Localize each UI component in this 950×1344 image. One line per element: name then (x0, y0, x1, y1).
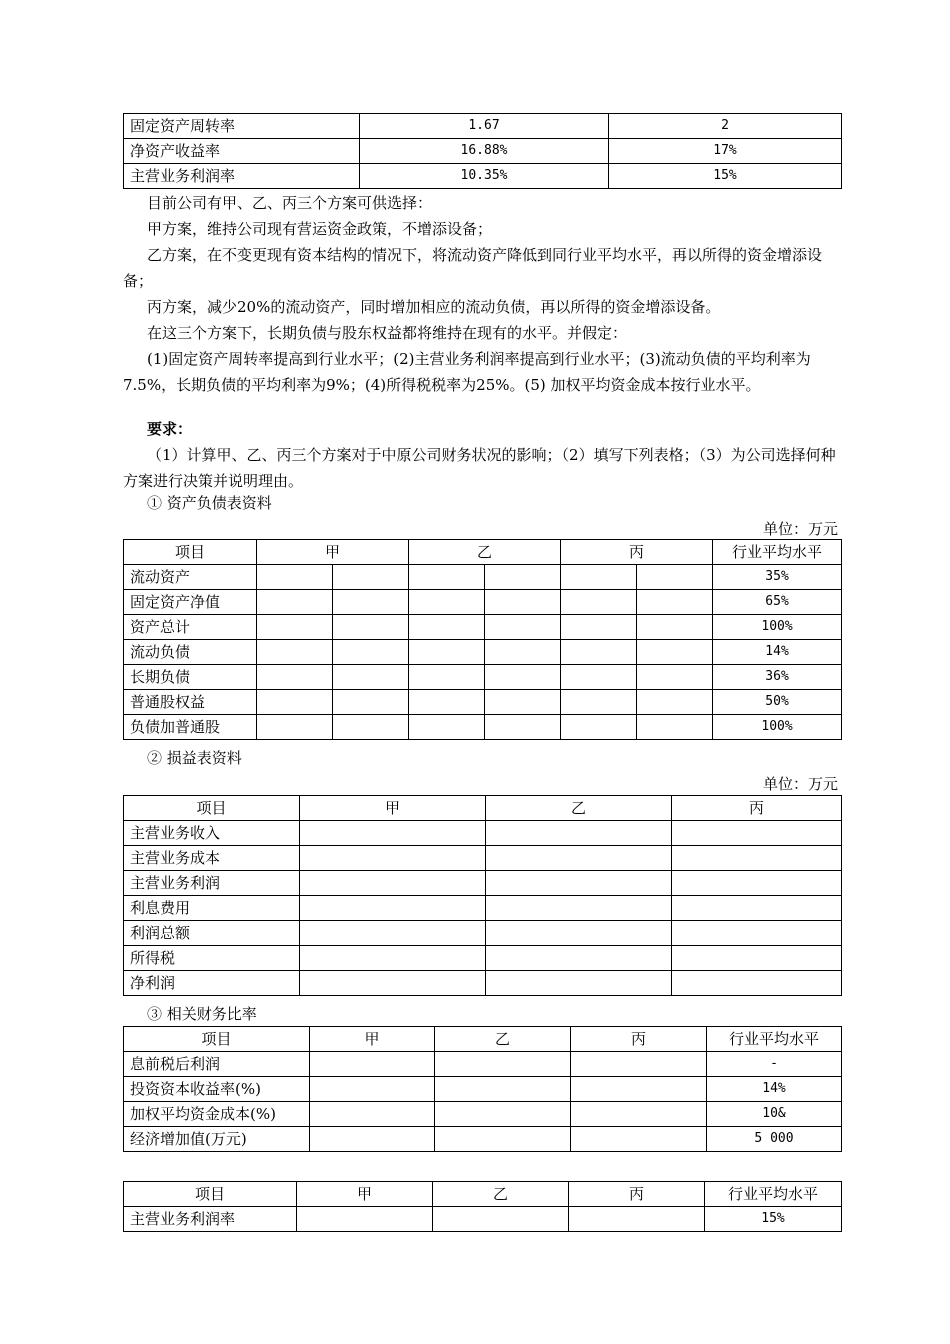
row-label: 主营业务利润率 (124, 164, 360, 189)
top-ratio-table (123, 113, 842, 189)
cell[interactable] (561, 615, 637, 640)
industry-value: 10& (707, 1102, 842, 1127)
cell[interactable] (257, 640, 333, 665)
cell[interactable] (486, 946, 672, 971)
cell[interactable] (409, 690, 485, 715)
table-row (124, 896, 842, 921)
balance-sheet-table (123, 539, 842, 740)
row-label: 主营业务利润 (124, 871, 300, 896)
table-row (124, 846, 842, 871)
header-plan-a: 甲 (310, 1027, 435, 1052)
row-label: 投资资本收益率(%) (124, 1077, 310, 1102)
row-label: 净利润 (124, 971, 300, 996)
cell[interactable] (637, 690, 713, 715)
row-label: 固定资产周转率 (124, 114, 360, 139)
paragraph-assumption: 在这三个方案下，长期负债与股东权益都将维持在现有的水平。并假定： (147, 324, 628, 342)
cell[interactable] (486, 896, 672, 921)
paragraph-conditions: (1)固定资产周转率提高到行业水平；(2)主营业务利润率提高到行业水平；(3)流动负债的平均利率为7.5%，长期负债的平均利率为9%；(4)所得税税率为25%。(5) 加权平均资金成本按行业水平。 (123, 350, 811, 394)
cell[interactable] (672, 871, 842, 896)
cell[interactable] (300, 896, 486, 921)
industry-value: 100% (713, 715, 842, 740)
section1-title: ① 资产负债表资料 (147, 494, 272, 512)
row-label: 流动负债 (124, 640, 257, 665)
cell[interactable] (333, 690, 409, 715)
industry-value: 5 000 (707, 1127, 842, 1152)
cell[interactable] (637, 565, 713, 590)
cell[interactable] (672, 846, 842, 871)
cell[interactable] (486, 971, 672, 996)
table-header-row (124, 796, 842, 821)
cell[interactable] (561, 665, 637, 690)
cell[interactable] (300, 821, 486, 846)
row-label: 主营业务利润率 (124, 1207, 297, 1232)
table-row (124, 665, 842, 690)
table-row (124, 114, 842, 139)
cell[interactable] (310, 1102, 435, 1127)
row-label: 加权平均资金成本(%) (124, 1102, 310, 1127)
header-plan-c: 丙 (561, 540, 713, 565)
cell[interactable] (672, 971, 842, 996)
current-value: 1.67 (360, 114, 609, 139)
industry-value: 14% (707, 1077, 842, 1102)
cell[interactable] (435, 1077, 571, 1102)
cell[interactable] (637, 590, 713, 615)
cell[interactable] (672, 821, 842, 846)
table-row (124, 615, 842, 640)
cell[interactable] (637, 665, 713, 690)
table-row (124, 1207, 842, 1232)
profit-margin-table (123, 1181, 842, 1232)
table-row (124, 164, 842, 189)
header-industry: 行业平均水平 (713, 540, 842, 565)
cell[interactable] (561, 590, 637, 615)
cell[interactable] (409, 615, 485, 640)
paragraph-plan-c: 丙方案，减少20%的流动资产，同时增加相应的流动负债，再以所得的资金增添设备。 (147, 298, 721, 316)
cell[interactable] (297, 1207, 433, 1232)
financial-ratio-table (123, 1026, 842, 1152)
cell[interactable] (486, 921, 672, 946)
industry-value: 35% (713, 565, 842, 590)
income-statement-table (123, 795, 842, 996)
cell[interactable] (485, 690, 561, 715)
table-row (124, 946, 842, 971)
table-row (124, 1127, 842, 1152)
cell[interactable] (333, 665, 409, 690)
industry-value: 50% (713, 690, 842, 715)
cell[interactable] (571, 1077, 707, 1102)
header-industry: 行业平均水平 (707, 1027, 842, 1052)
cell[interactable] (571, 1127, 707, 1152)
current-value: 16.88% (360, 139, 609, 164)
cell[interactable] (561, 690, 637, 715)
cell[interactable] (300, 971, 486, 996)
section2-title: ② 损益表资料 (147, 749, 242, 767)
header-plan-c: 丙 (569, 1182, 705, 1207)
header-plan-a: 甲 (300, 796, 486, 821)
cell[interactable] (485, 665, 561, 690)
header-plan-c: 丙 (672, 796, 842, 821)
cell[interactable] (333, 590, 409, 615)
row-label: 流动资产 (124, 565, 257, 590)
cell[interactable] (561, 715, 637, 740)
cell[interactable] (409, 640, 485, 665)
cell[interactable] (561, 565, 637, 590)
header-plan-b: 乙 (433, 1182, 569, 1207)
table-header-row (124, 1027, 842, 1052)
cell[interactable] (637, 640, 713, 665)
table-header-row (124, 1182, 842, 1207)
header-item: 项目 (124, 1027, 310, 1052)
table-row (124, 1102, 842, 1127)
cell[interactable] (310, 1127, 435, 1152)
paragraph-plan-a: 甲方案，维持公司现有营运资金政策，不增添设备； (147, 220, 493, 238)
cell[interactable] (571, 1052, 707, 1077)
cell[interactable] (257, 565, 333, 590)
requirements-body: （1）计算甲、乙、丙三个方案对于中原公司财务状况的影响；（2）填写下列表格；（3）为公司选择何种方案进行决策并说明理由。 (123, 446, 836, 490)
paragraph-options: 目前公司有甲、乙、丙三个方案可供选择： (147, 194, 433, 212)
industry-value: 15% (705, 1207, 842, 1232)
row-label: 利息费用 (124, 896, 300, 921)
header-industry: 行业平均水平 (705, 1182, 842, 1207)
row-label: 长期负债 (124, 665, 257, 690)
cell[interactable] (571, 1102, 707, 1127)
cell[interactable] (435, 1102, 571, 1127)
cell[interactable] (257, 715, 333, 740)
cell[interactable] (637, 715, 713, 740)
table-row (124, 590, 842, 615)
table-row (124, 1052, 842, 1077)
section3-title: ③ 相关财务比率 (147, 1005, 257, 1023)
table-row (124, 1077, 842, 1102)
cell[interactable] (409, 565, 485, 590)
industry-value: 36% (713, 665, 842, 690)
cell[interactable] (257, 690, 333, 715)
cell[interactable] (300, 946, 486, 971)
table-row (124, 715, 842, 740)
cell[interactable] (333, 615, 409, 640)
cell[interactable] (672, 896, 842, 921)
row-label: 普通股权益 (124, 690, 257, 715)
cell[interactable] (672, 946, 842, 971)
table-row (124, 971, 842, 996)
requirements-title: 要求： (147, 420, 193, 438)
current-value: 10.35% (360, 164, 609, 189)
industry-value: 15% (609, 164, 842, 189)
table-row (124, 821, 842, 846)
cell[interactable] (333, 565, 409, 590)
cell[interactable] (257, 665, 333, 690)
cell[interactable] (485, 615, 561, 640)
table-row (124, 640, 842, 665)
section2-unit: 单位：万元 (762, 775, 838, 793)
table-row (124, 871, 842, 896)
cell[interactable] (300, 846, 486, 871)
table-row (124, 139, 842, 164)
cell[interactable] (561, 640, 637, 665)
row-label: 息前税后利润 (124, 1052, 310, 1077)
row-label: 利润总额 (124, 921, 300, 946)
cell[interactable] (257, 615, 333, 640)
cell[interactable] (486, 871, 672, 896)
row-label: 净资产收益率 (124, 139, 360, 164)
industry-value: 17% (609, 139, 842, 164)
cell[interactable] (409, 665, 485, 690)
header-plan-b: 乙 (486, 796, 672, 821)
cell[interactable] (310, 1052, 435, 1077)
cell[interactable] (333, 715, 409, 740)
table-row (124, 565, 842, 590)
cell[interactable] (433, 1207, 569, 1232)
cell[interactable] (300, 871, 486, 896)
cell[interactable] (672, 921, 842, 946)
cell[interactable] (409, 715, 485, 740)
table-row (124, 921, 842, 946)
row-label: 负债加普通股 (124, 715, 257, 740)
header-plan-a: 甲 (297, 1182, 433, 1207)
cell[interactable] (569, 1207, 705, 1232)
cell[interactable] (485, 590, 561, 615)
cell[interactable] (333, 640, 409, 665)
cell[interactable] (637, 615, 713, 640)
cell[interactable] (409, 590, 485, 615)
cell[interactable] (435, 1127, 571, 1152)
table-row (124, 690, 842, 715)
paragraph-plan-b: 乙方案，在不变更现有资本结构的情况下，将流动资产降低到同行业平均水平，再以所得的资金增添设备； (123, 246, 823, 290)
cell[interactable] (485, 565, 561, 590)
section1-unit: 单位：万元 (762, 520, 838, 538)
header-plan-a: 甲 (257, 540, 409, 565)
industry-value: 65% (713, 590, 842, 615)
industry-value: 14% (713, 640, 842, 665)
header-plan-b: 乙 (435, 1027, 571, 1052)
cell[interactable] (486, 846, 672, 871)
cell[interactable] (486, 821, 672, 846)
header-item: 项目 (124, 796, 300, 821)
table-header-row (124, 540, 842, 565)
row-label: 所得税 (124, 946, 300, 971)
row-label: 主营业务成本 (124, 846, 300, 871)
cell[interactable] (435, 1052, 571, 1077)
industry-value: 100% (713, 615, 842, 640)
header-plan-c: 丙 (571, 1027, 707, 1052)
cell[interactable] (485, 640, 561, 665)
row-label: 固定资产净值 (124, 590, 257, 615)
cell[interactable] (485, 715, 561, 740)
industry-value: - (707, 1052, 842, 1077)
header-item: 项目 (124, 540, 257, 565)
row-label: 主营业务收入 (124, 821, 300, 846)
row-label: 经济增加值(万元) (124, 1127, 310, 1152)
row-label: 资产总计 (124, 615, 257, 640)
cell[interactable] (257, 590, 333, 615)
cell[interactable] (310, 1077, 435, 1102)
industry-value: 2 (609, 114, 842, 139)
cell[interactable] (300, 921, 486, 946)
header-plan-b: 乙 (409, 540, 561, 565)
header-item: 项目 (124, 1182, 297, 1207)
